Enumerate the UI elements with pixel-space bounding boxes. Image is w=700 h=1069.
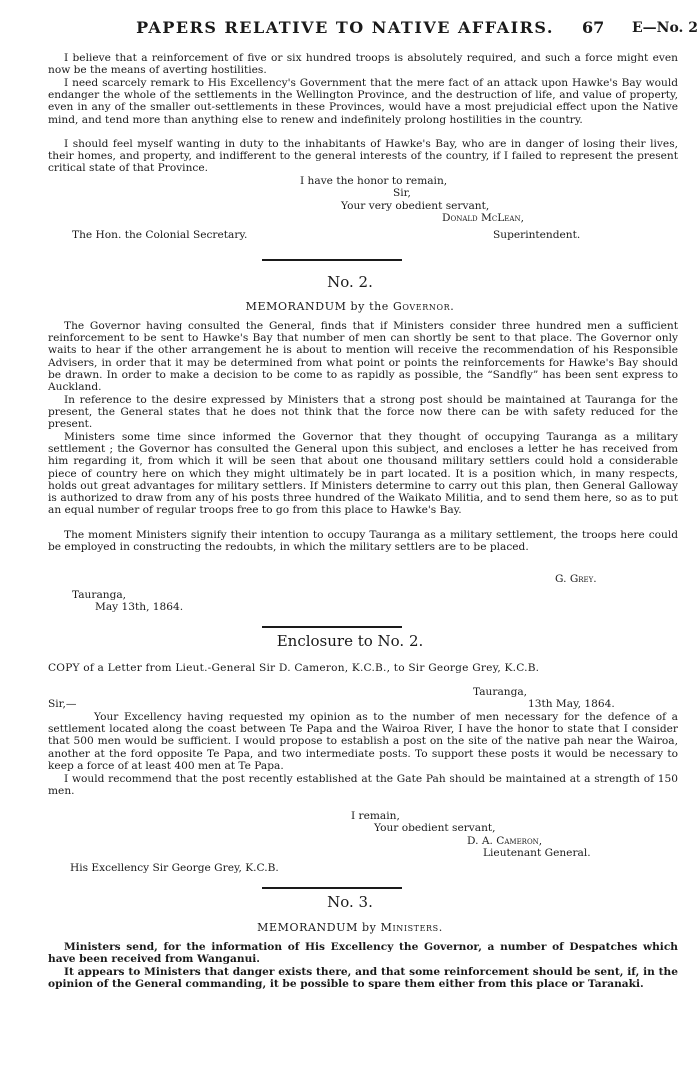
letter1-paragraph-3: I should feel myself wanting in duty to the inhabitants of Hawke's Bay, who are in danger of losing their lives, their homes, and property, and indifferent to the general interests of the country, if I failed to represent the present critical state of that Province. — [48, 138, 678, 175]
enclosure-heading: Enclosure to No. 2. — [276, 632, 424, 650]
no2-subheading-prefix: MEMORANDUM by the — [245, 300, 393, 313]
enclosure-signature-name: D. A. Cameron, — [467, 835, 543, 847]
no3-subheading-author: Ministers. — [380, 921, 443, 934]
page-number: 67 — [582, 18, 605, 37]
letter1-valediction: Your very obedient servant, — [341, 200, 490, 212]
no3-paragraph-1: Ministers send, for the information of His Excellency the Governor, a number of Despatches which have been received from Wanganui. — [48, 941, 678, 966]
running-header-title: PAPERS RELATIVE TO NATIVE AFFAIRS. — [136, 18, 554, 37]
enclosure-paragraph-2: I would recommend that the post recently established at the Gate Pah should be maintained at a strength of 150 men. — [48, 773, 678, 798]
enclosure-salutation: Sir,— — [48, 698, 77, 710]
letter1-addressee: The Hon. the Colonial Secretary. — [72, 229, 248, 241]
enclosure-signature-title: Lieutenant General. — [483, 847, 591, 859]
no3-heading: No. 3. — [327, 893, 373, 911]
no2-paragraph-2: In reference to the desire expressed by Ministers that a strong post should be maintained at Tauranga for the present, the General states that he does not think that the force now there can be with safety reduced for the present. — [48, 394, 678, 431]
enclosure-place: Tauranga, — [473, 686, 528, 698]
section-divider — [262, 259, 402, 261]
section-divider — [262, 626, 402, 628]
no2-paragraph-4: The moment Ministers signify their intention to occupy Tauranga as a military settlement, the troops here could be employed in constructing the redoubts, in which the military settlers are to be placed. — [48, 529, 678, 554]
no2-date: May 13th, 1864. — [95, 601, 184, 613]
enclosure-date: 13th May, 1864. — [528, 698, 615, 710]
no2-paragraph-1: The Governor having consulted the General, finds that if Ministers consider three hundred men a sufficient reinforcement to be sent to Hawke's Bay that number of men can shortly be sent to that place. The Governor only waits to hear if the other arrangement he is about to mention will receive the recommendation of his Responsible Advisers, in order that it may be determined from what point or points the reinforcements for Hawke's Bay should be drawn. In order to make a decision to be come to as rapidly as possible, the “Sandfly” has been sent express to Auckland. — [48, 320, 678, 394]
no2-signature: G. Grey. — [555, 573, 597, 585]
letter1-paragraph-2: I need scarcely remark to His Excellency's Government that the mere fact of an attack upon Hawke's Bay would endanger the whole of the settlements in the Wellington Province, and the destruction of life, and value of property, even in any of the smaller out-settlements in these Provinces, would have a most prejudicial effect upon the Native mind, and tend more than anything else to renew and indefinitely prolong hostilities in the country. — [48, 77, 678, 126]
enclosure-addressee: His Excellency Sir George Grey, K.C.B. — [70, 862, 279, 874]
no3-subheading — [0, 922, 700, 934]
no2-subheading-author: Governor. — [393, 300, 455, 313]
section-divider — [262, 887, 402, 889]
no2-subheading — [0, 301, 700, 313]
paper-reference: E—No. 2 — [632, 20, 699, 36]
no3-subheading-prefix: MEMORANDUM by — [257, 921, 381, 934]
enclosure-closing: I remain, — [351, 810, 400, 822]
letter1-signature-name: Donald McLean, — [442, 212, 524, 224]
no2-paragraph-3: Ministers some time since informed the Governor that they thought of occupying Tauranga as a military settlement ; the Governor has consulted the General upon this subject, and encloses a letter he has received from him regarding it, from which it will be seen that about one thousand military settlers could hold a considerable piece of country here on which they might ultimately be in part located. It is a position which, in many respects, holds out great advantages for military settlers. If Ministers determine to carry out this plan, then General Galloway is authorized to draw from any of his posts three hundred of the Waikato Militia, and to send them here, so as to put an equal number of regular troops free to go from this place to Hawke's Bay. — [48, 431, 678, 517]
letter1-closing: I have the honor to remain, — [300, 175, 448, 187]
enclosure-valediction: Your obedient servant, — [374, 822, 496, 834]
enclosure-paragraph-1: Your Excellency having requested my opinion as to the number of men necessary for the defence of a settlement located along the coast between Te Papa and the Wairoa River, I have the honor to state that I consider that 500 men would be sufficient. I would propose to establish a post on the site of the native pah near the Wairoa, another at the ford opposite Te Papa, and two intermediate posts. To support these posts it would be necessary to keep a force of at least 400 men at Te Papa. — [48, 711, 678, 772]
enclosure-copy-line: COPY of a Letter from Lieut.-General Sir D. Cameron, K.C.B., to Sir George Grey, K.C.B. — [48, 662, 540, 674]
letter1-salutation: Sir, — [393, 187, 411, 199]
no2-heading: No. 2. — [327, 273, 373, 291]
letter1-paragraph-1: I believe that a reinforcement of five or six hundred troops is absolutely required, and such a force might even now be the means of averting hostilities. — [48, 52, 678, 77]
letter1-signature-title: Superintendent. — [493, 229, 581, 241]
no2-place: Tauranga, — [72, 589, 127, 601]
no3-paragraph-2: It appears to Ministers that danger exists there, and that some reinforcement should be sent, if, in the opinion of the General commanding, it be possible to spare them either from this place or Taranaki. — [48, 966, 678, 991]
